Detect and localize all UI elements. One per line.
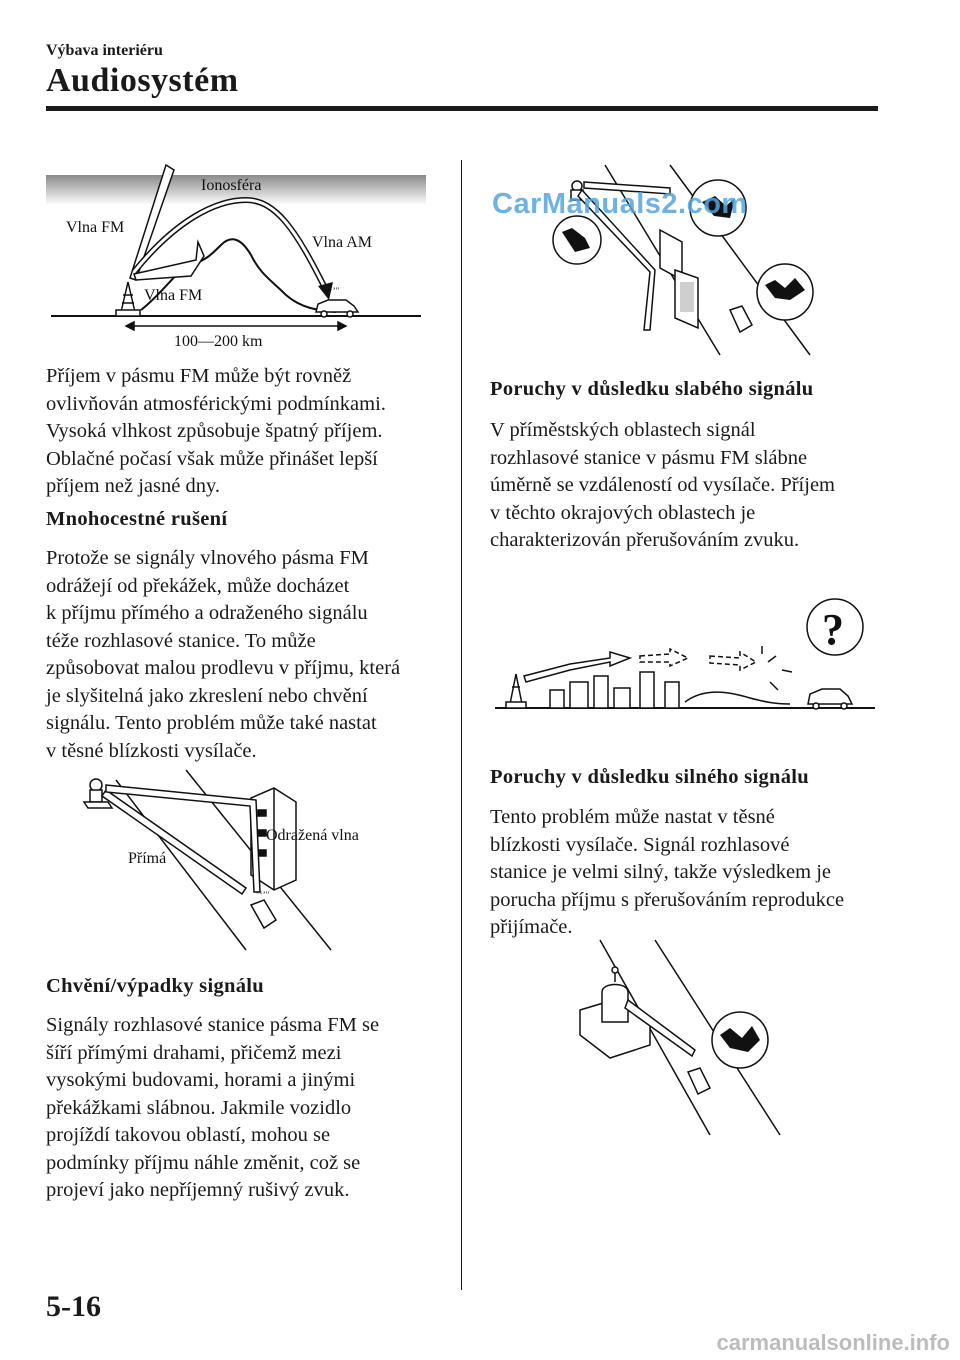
static-burst bbox=[762, 646, 792, 690]
footer-watermark: carmanualsonline.info bbox=[716, 1330, 950, 1355]
multipath-paragraph: Protože se signály vlnového pásma FM odrážejí od překážek, může docházet k příjmu přímého a odraženého signálu téže rozhlasové stanice. To může způsobovat malou prodlevu v příjmu, která je slyšitelná jako zkreslení nebo chvění signálu. Tento problém může také nastat v těsné blízkosti vysílače. bbox=[46, 547, 401, 762]
direct-wave-arrow bbox=[102, 790, 246, 894]
transmitter-tower-icon bbox=[506, 674, 526, 708]
page-title: Audiosystém bbox=[46, 62, 239, 99]
multipath-heading: Mnohocestné rušení bbox=[46, 508, 228, 530]
question-mark-icon: ? bbox=[822, 605, 844, 654]
distance-label: 100—200 km bbox=[174, 333, 263, 350]
car-icon bbox=[251, 890, 276, 928]
intro-paragraph: Příjem v pásmu FM může být rovněž ovlivňován atmosférickými podmínkami. Vysoká vlhkost způsobuje špatný příjem. Oblačné počasí však může přinášet lepší příjem než jasné dny. bbox=[46, 365, 386, 497]
weak-signal-paragraph: V příměstských oblastech signál rozhlasové stanice v pásmu FM slábne úměrně se vzdáleností od vysílače. Příjem v těchto okrajových oblastech je charakterizován přerušováním zvuku. bbox=[490, 419, 835, 551]
flutter-paragraph: Signály rozhlasové stanice pásma FM se šíří přímými drahami, přičemž mezi vysokými budovami, horami a jinými překážkami slábnou. Jakmile vozidlo projíždí takovou oblastí, mohou se podmínky příjmu náhle změnit, což se projeví jako nepříjemný rušivý zvuk. bbox=[46, 1014, 380, 1201]
svg-text:"‘’": "‘’" bbox=[326, 286, 340, 296]
flutter-heading: Chvění/výpadky signálu bbox=[46, 975, 264, 997]
am-wave-label: Vlna AM bbox=[312, 234, 372, 251]
column-divider bbox=[461, 160, 462, 1290]
header-rule bbox=[46, 106, 878, 111]
svg-text:"‘’": "‘’" bbox=[256, 890, 270, 900]
transmitter-tower-icon bbox=[116, 282, 140, 316]
fm-wave-top-label: Vlna FM bbox=[66, 219, 125, 236]
section-label: Výbava interiéru bbox=[46, 42, 163, 59]
fm-wave-bottom-label: Vlna FM bbox=[144, 287, 203, 304]
ionosphere-label: Ionosféra bbox=[201, 177, 262, 194]
page-number: 5-16 bbox=[46, 1290, 101, 1323]
watermark: CarManuals2.com bbox=[492, 188, 748, 220]
weak-signal-diagram bbox=[490, 592, 880, 717]
multipath-diagram bbox=[46, 760, 446, 960]
buildings-icon bbox=[660, 230, 698, 328]
strong-signal-heading: Poruchy v důsledku silného signálu bbox=[490, 766, 809, 788]
strong-signal-diagram bbox=[570, 940, 810, 1140]
weak-signal-heading: Poruchy v důsledku slabého signálu bbox=[490, 378, 814, 400]
reflected-wave-arrow bbox=[106, 785, 260, 892]
car-icon bbox=[808, 689, 852, 709]
direct-wave-label: Přímá bbox=[128, 850, 167, 867]
strong-signal-paragraph: Tento problém může nastat v těsné blízkosti vysílače. Signál rozhlasové stanice je velmi silný, takže výsledkem je porucha příjmu s přerušováním reprodukce přijímače. bbox=[490, 806, 845, 938]
skyline bbox=[550, 672, 790, 708]
car-icon bbox=[730, 306, 752, 332]
car-icon bbox=[688, 1068, 710, 1094]
ionosphere-diagram bbox=[46, 160, 436, 360]
distance-arrow bbox=[126, 322, 346, 330]
reflected-wave-label: Odražená vlna bbox=[266, 827, 359, 844]
